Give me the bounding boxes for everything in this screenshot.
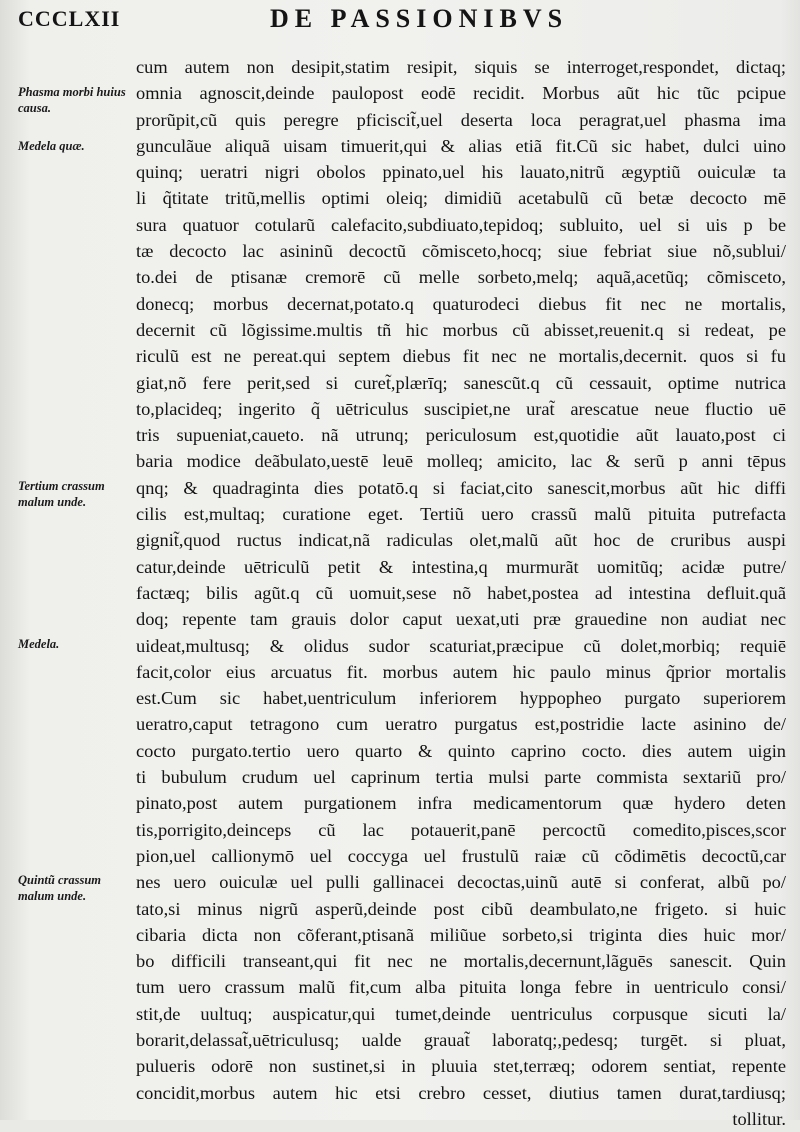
- text-line: gunculãue aliquã uisam timuerit,qui & alias etiã fit.Cũ sic habet, dulci uino: [136, 135, 786, 156]
- text-line: baria modice deãbulato,uestē leuē molleq; amicito, lac & serũ p anni tēpus: [136, 451, 786, 472]
- text-line: to.dei de ptisanæ cremorē cũ melle sorbeto,melq; aquã,acetũq; cõmisceto,: [136, 267, 786, 288]
- text-line: tis,porrigito,deinceps cũ lac potauerit,panē percoctũ comedito,pisces,scor: [136, 819, 786, 840]
- text-line: facit,color eius arcuatus fit. morbus autem hic paulo minus q̃prior mortalis: [136, 661, 786, 682]
- text-line: ti bubulum crudum uel caprinum tertia mulsi parte commista sextariũ pro/: [136, 767, 786, 788]
- text-line: doq; repente tam grauis dolor caput uexat,uti præ grauedine non audiat nec: [136, 609, 786, 630]
- text-line: stit,de uultuq; auspicatur,qui tumet,deinde uentriculus corpusque sicuti la/: [136, 1003, 786, 1024]
- running-head: DE PASSIONIBVS: [270, 4, 569, 33]
- text-line: quinq; ueratri nigri obolos ppinato,uel his lauato,nitrũ ægyptiũ ouiculæ ta: [136, 162, 786, 183]
- text-line: to,placideq; ingerito q̃ uētriculus suscipiet,ne urat̃ arescatue neue fluctio uē: [136, 398, 786, 419]
- text-line: borarit,delassat̃,uētriculusq; ualde grauat̃ laboratq;,pedesq; turgēt. si pluat,: [136, 1029, 786, 1050]
- text-line: uideat,multusq; & olidus sudor scaturiat,præcipue cũ dolet,morbiq; requiē: [136, 635, 786, 656]
- margin-note-quintum: Quintũ crassum malum unde.: [18, 873, 102, 903]
- text-line: omnia agnoscit,deinde paulopost eodē recidit. Morbus aũt hic tũc pcipue: [136, 83, 786, 104]
- text-line: donecq; morbus decernat,potato.q quaturodeci diebus fit nec ne mortalis,: [136, 293, 786, 314]
- margin-note-tertium: Tertium crassum malum unde.: [18, 479, 105, 509]
- text-line: tum uero crassum malũ fit,cum alba pituita longa febre in uentriculo consi/: [136, 977, 786, 998]
- text-line: cocto purgato.tertio uero quarto & quinto caprino cocto. dies autem uigin: [136, 740, 786, 761]
- margin-note-phasma: Phasma morbi huius causa.: [18, 85, 126, 115]
- text-line: cilis est,multaq; curatione eget. Tertiũ uero crassũ malũ pituita putrefacta: [136, 504, 786, 525]
- text-line: bo difficili transeant,qui fit nec ne mortalis,decernunt,lãguēs sanescit. Quin: [136, 951, 786, 972]
- text-line: tæ decocto lac asininũ decoctũ cõmisceto,hocq; siue febriat siue nõ,sublui/: [136, 241, 786, 262]
- text-line: giat,nõ fere perit,sed si curet̃,plærīq; sanescũt.q cũ cessauit, optime nutrica: [136, 372, 786, 393]
- text-line: factæq; bilis agũt.q cũ uomuit,sese nõ habet,postea ad intestina defluit.quã: [136, 582, 786, 603]
- text-line: cibaria dicta non cõferant,ptisanã miliũue sorbeto,si triginta dies huic mor/: [136, 924, 786, 945]
- text-line: concidit,morbus autem hic etsi crebro cesset, diutius tamen durat,tardiusq;: [136, 1082, 786, 1103]
- margin-note-medela-quae: Medela quæ.: [18, 139, 85, 153]
- text-line: est.Cum sic habet,uentriculum inferiorem hyppopheo purgato superiorem: [136, 688, 786, 709]
- text-line: prorũpit,cũ quis peregre pficiscit̃,uel deserta loca peragrat,uel phasma ima: [136, 109, 786, 130]
- folio-number: CCCLXII: [18, 6, 121, 31]
- text-line: riculũ est ne pereat.qui septem diebus fit nec ne mortalis,decernit. quos si fu: [136, 346, 786, 367]
- text-line: qnq; & quadraginta dies potatō.q si faciat,cito sanescit,morbus aũt hic diffi: [136, 477, 786, 498]
- text-line: ueratro,caput tetragono cum ueratro purgatus est,postridie lacte asinino de/: [136, 714, 786, 735]
- text-line: catur,deinde uētriculũ petit & intestina,q murmurãt uomitũq; acidæ putre/: [136, 556, 786, 577]
- text-line: cum autem non desipit,statim resipit, siquis se interroget,respondet, dictaq;: [136, 57, 786, 77]
- text-line: tris supueniat,caueto. nã utrunq; periculosum est,quotidie aũt lauato,post ci: [136, 425, 786, 446]
- text-line-last: tollitur.: [732, 1108, 786, 1129]
- text-line: pulueris odorē non sustinet,si in pluuia stet,terræq; odorem sentiat, repente: [136, 1056, 786, 1077]
- text-line: decernit cũ lõgissime.multis tñ hic morbus cũ abisset,reuenit.q si redeat, pe: [136, 319, 786, 340]
- text-line: sura quatuor cotularũ calefacito,subdiuato,tepidoq; subluito, uel si uis p be: [136, 214, 786, 235]
- margin-note-medela: Medela.: [18, 637, 60, 651]
- body-text: [136, 54, 786, 1132]
- text-line: nes uero ouiculæ uel pulli gallinacei decoctas,uinũ autē si conferat, albũ po/: [136, 872, 786, 893]
- text-line: gignit̃,quod ructus indicat,nã radiculas olet,malũ aũt hoc de cruribus auspi: [136, 530, 786, 551]
- text-line: tato,si minus nigrũ asperũ,deinde post cibũ deambulato,ne frigeto. si huic: [136, 898, 786, 919]
- text-line: li q̃titate tritũ,mellis optimi oleiq; dimidiũ acetabulũ cũ betæ decocto mē: [136, 188, 786, 209]
- text-line: pinato,post autem purgationem infra medicamentorum quæ hydero deten: [136, 793, 786, 814]
- text-line: pion,uel callionymō uel coccyga uel frustulũ raiæ cũ cõdimētis decoctũ,car: [136, 845, 786, 866]
